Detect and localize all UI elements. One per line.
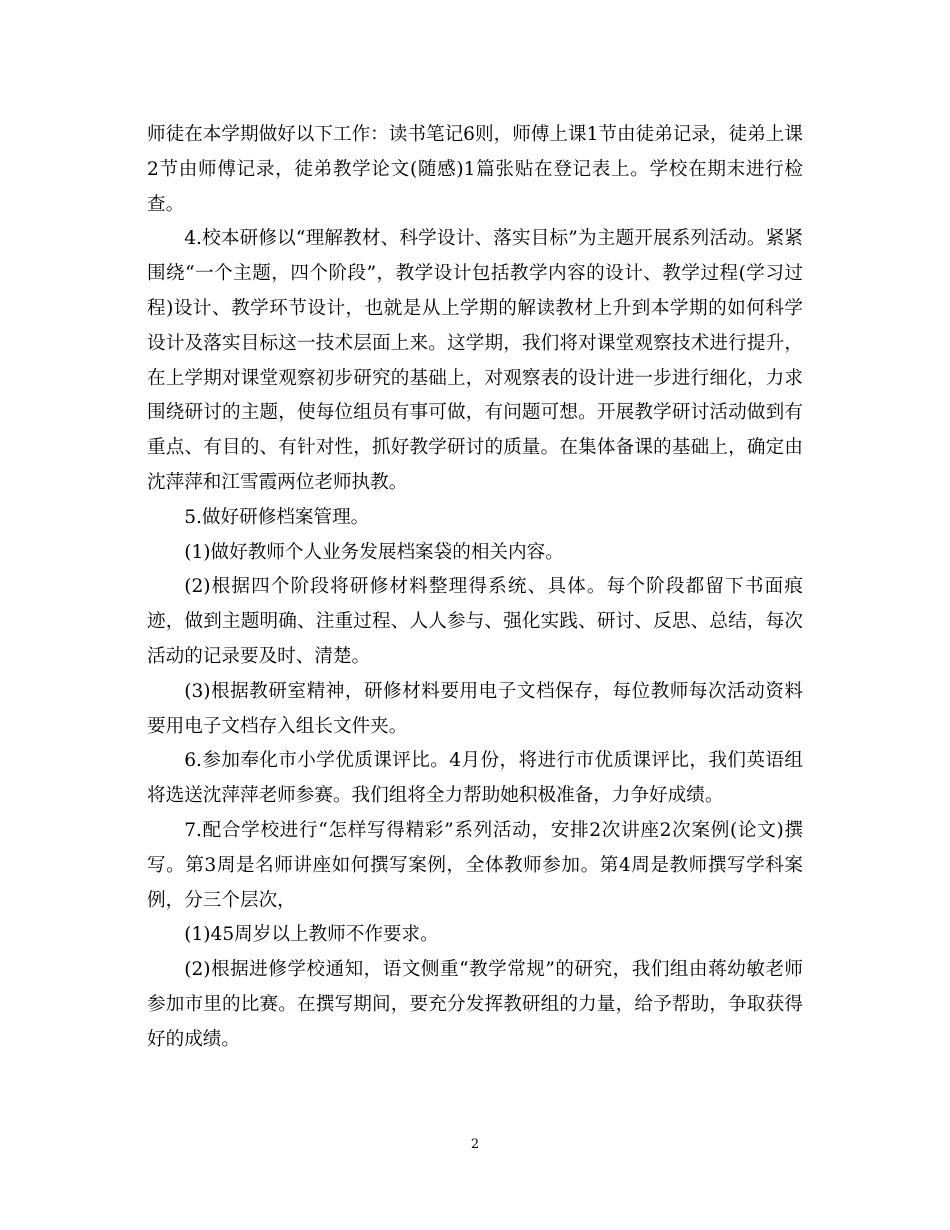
paragraph-7: 6.参加奉化市小学优质课评比。4月份，将进行市优质课评比，我们英语组将选送沈萍萍老师参赛。我们组将全力帮助她积极准备，力争好成绩。: [147, 750, 803, 807]
paragraph-5: (2)根据四个阶段将研修材料整理得系统、具体。每个阶段都留下书面痕迹，做到主题明确、注重过程、人人参与、强化实践、研讨、反思、总结，每次活动的记录要及时、清楚。: [147, 576, 803, 667]
paragraph-2: 4.校本研修以“理解教材、科学设计、落实目标”为主题开展系列活动。紧紧围绕“一个主题，四个阶段”，教学设计包括教学内容的设计、教学过程(学习过程)设计、教学环节设计，也就是从上学期的解读教材上升到本学期的如何科学设计及落实目标这一技术层面上来。这学期，我们将对课堂观察技术进行提升，在上学期对课堂观察初步研究的基础上，对观察表的设计进一步进行细化，力求围绕研讨的主题，使每位组员有事可做，有问题可想。开展教学研讨活动做到有重点、有目的、有针对性，抓好教学研讨的质量。在集体备课的基础上，确定由沈萍萍和江雪霞两位老师执教。: [147, 228, 803, 493]
document-body: [147, 118, 803, 1058]
paragraph-3: 5.做好研修档案管理。: [184, 506, 370, 528]
paragraph-1: 师徒在本学期做好以下工作：读书笔记6则，师傅上课1节由徒弟记录，徒弟上课2节由师傅记录，徒弟教学论文(随感)1篇张贴在登记表上。学校在期末进行检查。: [147, 124, 803, 215]
paragraph-9: (1)45周岁以上教师不作要求。: [184, 924, 439, 946]
page-number: 2: [470, 1137, 480, 1152]
paragraph-8: 7.配合学校进行“怎样写得精彩”系列活动，安排2次讲座2次案例(论文)撰写。第3周是名师讲座如何撰写案例，全体教师参加。第4周是教师撰写学科案例，分三个层次，: [147, 819, 803, 911]
paragraph-10: (2)根据进修学校通知，语文侧重“教学常规”的研究，我们组由蒋幼敏老师参加市里的比赛。在撰写期间，要充分发挥教研组的力量，给予帮助，争取获得好的成绩。: [147, 959, 803, 1050]
paragraph-6: (3)根据教研室精神，研修材料要用电子文档保存，每位教师每次活动资料要用电子文档存入组长文件夹。: [147, 680, 803, 737]
paragraph-4: (1)做好教师个人业务发展档案袋的相关内容。: [184, 541, 564, 563]
